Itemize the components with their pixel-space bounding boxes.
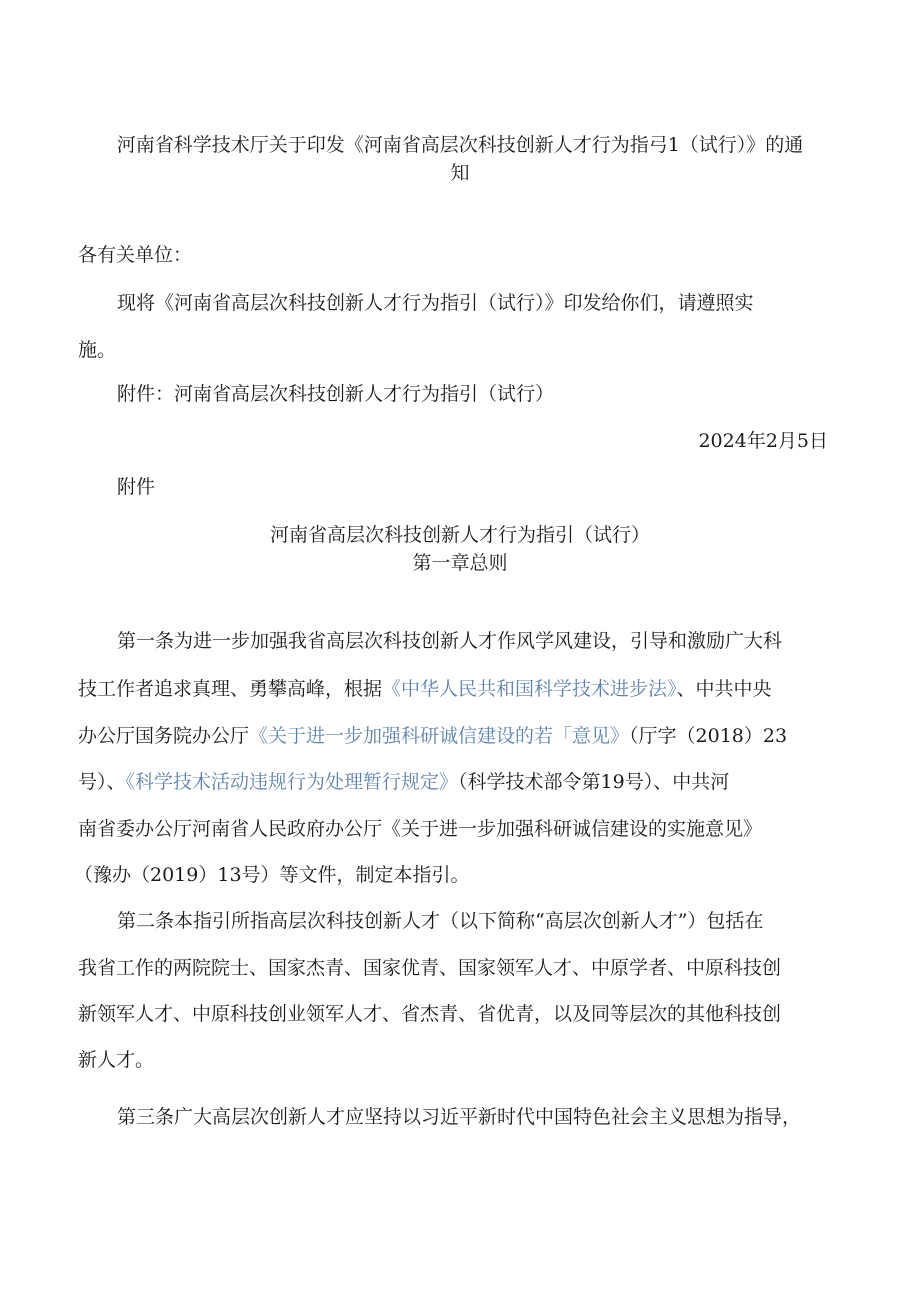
document-date: 2024年2月5日 [698,430,828,452]
article-1-line-4-text: 号）、 [78,771,126,793]
document-title-line1: 河南省科学技术厅关于印发《河南省高层次科技创新人才行为指弓1（试行）》的通 [116,134,804,156]
article-1-line-3-text: 办公厅国务院办公厅 [78,725,250,747]
guide-title: 河南省高层次科技创新人才行为指引（试行） [269,524,650,546]
salutation: 各有关单位： [78,244,193,266]
chapter-title: 第一章总则 [412,552,508,574]
law-link-science-progress[interactable]: 《中华人民共和国科学技术进步法》 [382,678,677,700]
notice-line-1: 现将《河南省高层次科技创新人才行为指引（试行）》印发给你们，请遵照实 [117,292,754,314]
law-link-violation-rules[interactable]: 《科学技术活动违规行为处理暂行规定》 [125,771,459,793]
article-1-line-2-text: 技工作者追求真理、勇攀高峰，根据 [78,678,383,700]
article-1-line-3 [78,722,787,750]
article-1-line-2-tail: 、中共中央 [676,678,772,700]
article-1-line-6: （豫办（2019）13号）等文件，制定本指引。 [74,864,470,886]
article-3-line-1: 第三条广大高层次创新人才应坚持以习近平新时代中国特色社会主义思想为指导， [117,1106,802,1128]
attachment-note: 附件：河南省高层次科技创新人才行为指引（试行） [117,383,555,405]
attachment-label: 附件 [117,476,156,498]
article-2-line-3: 新领军人才、中原科技创业领军人才、省杰青、省优青，以及同等层次的其他科技创 [78,1003,782,1025]
article-2-line-2: 我省工作的两院院士、国家杰青、国家优青、国家领军人才、中原学者、中原科技创 [78,957,782,979]
document-title-line2: 知 [450,162,470,184]
article-1-line-2 [78,675,772,703]
article-2-line-1: 第二条本指引所指高层次科技创新人才（以下简称“高层次创新人才”）包括在 [117,910,764,932]
article-1-line-4-tail: （科学技术部令第19号）、中共河 [458,771,730,793]
article-1-line-1: 第一条为进一步加强我省高层次科技创新人才作风学风建设，引导和激励广大科 [117,630,783,652]
notice-line-2: 施。 [78,339,117,361]
law-link-integrity-opinions[interactable]: 《关于进一步加强科研诚信建设的若「意见》 [249,725,630,747]
document-title [70,131,850,187]
article-1-line-4 [78,768,729,796]
article-1-line-3-tail: （厅字（2018）23 [629,725,788,747]
article-2-line-4: 新人才。 [78,1049,155,1071]
article-1-line-5: 南省委办公厅河南省人民政府办公厅《关于进一步加强科研诚信建设的实施意见》 [78,818,763,840]
